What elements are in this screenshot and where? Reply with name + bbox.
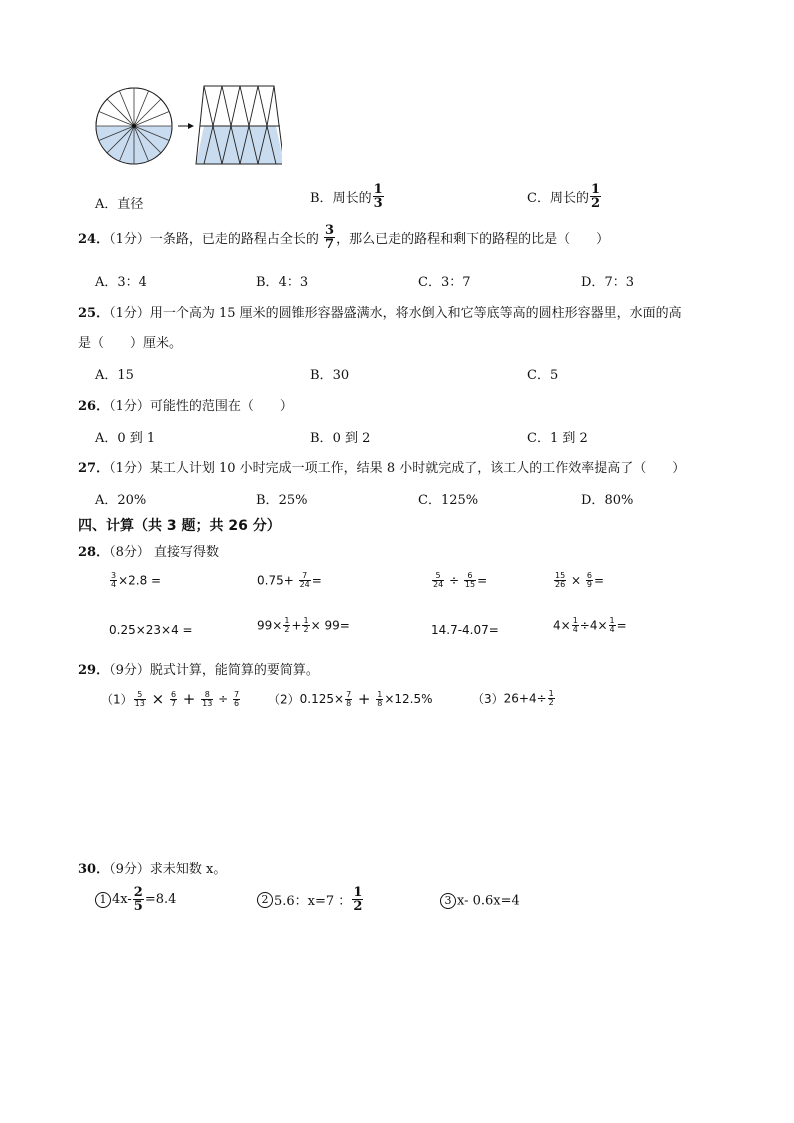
q25-option-c[interactable]: C．5 — [527, 368, 559, 383]
q23-option-b[interactable]: B．周长的 $\frac{1}{3}$ — [310, 182, 383, 211]
q28-item-8: 4× $\frac{1}{4}$ ÷4× $\frac{1}{4}$ = — [553, 616, 627, 634]
q29-stem: 29．（9分）脱式计算，能简算的要简算。 — [78, 663, 319, 678]
q27-stem: 27．（1分）某工人计划 10 小时完成一项工作，结果 8 小时就完成了，该工人的工作效率提高了（ ） — [78, 461, 686, 476]
fraction: $\frac{3}{7}$ — [325, 223, 335, 252]
q26-option-c[interactable]: C．1 到 2 — [527, 431, 588, 446]
q23-option-c[interactable]: C．周长的 $\frac{1}{2}$ — [527, 182, 601, 211]
circled-number: 2 — [257, 892, 273, 908]
circled-number: 1 — [95, 892, 111, 908]
q29-part-3: （3）26+4÷ $\frac{1}{2}$ — [472, 689, 554, 707]
q30-part-2: 2 5.6：x=7 ： $\frac{1}{2}$ — [257, 886, 364, 913]
q28-item-5: 0.25×23×4 = — [109, 623, 193, 637]
q25-option-b[interactable]: B．30 — [310, 368, 350, 383]
q24-option-a[interactable]: A．3：4 — [95, 275, 147, 290]
fraction: $\frac{1}{2}$ — [590, 182, 601, 211]
q28-item-2: 0.75+ $\frac{7}{24}$ = — [257, 571, 322, 589]
q29-part-2: （2）0.125× $\frac{7}{8}$ + $\frac{1}{8}$ ×12.5% — [268, 689, 433, 708]
q30-part-3: 3 x- 0.6x=4 — [440, 893, 520, 909]
q24-stem: 24．（1分）一条路，已走的路程占全长的 $\frac{3}{7}$ ，那么已走的路程和剩下的路程的比是（ ） — [78, 223, 610, 252]
q26-option-b[interactable]: B．0 到 2 — [310, 431, 371, 446]
q25-stem-line2: 是（ ）厘米。 — [78, 336, 183, 351]
q28-item-7: 14.7-4.07= — [431, 623, 499, 637]
q24-option-d[interactable]: D．7：3 — [581, 275, 634, 290]
q24-option-c[interactable]: C．3：7 — [418, 275, 471, 290]
q30-stem: 30．（9分）求未知数 x。 — [78, 862, 227, 877]
q29-part-1: （1） $\frac{5}{13}$ × $\frac{6}{7}$ + $\frac{8}{13}$ ÷ $\frac{7}{6}$ — [101, 689, 240, 708]
fraction: $\frac{1}{3}$ — [373, 182, 383, 211]
rearranged-shape — [196, 86, 282, 164]
section-title: 四、计算（共 3 题；共 26 分） — [78, 518, 281, 534]
q24-option-b[interactable]: B．4：3 — [256, 275, 309, 290]
q28-item-6: 99× $\frac{1}{2}$ + $\frac{1}{2}$ × 99= — [257, 616, 350, 634]
q28-item-4: $\frac{15}{26}$ × $\frac{6}{9}$ = — [555, 571, 605, 589]
circled-number: 3 — [440, 893, 456, 909]
q28-item-1: $\frac{3}{4}$ ×2.8 = — [111, 571, 162, 589]
q27-option-b[interactable]: B．25% — [256, 493, 308, 508]
q26-stem: 26．（1分）可能性的范围在（ ） — [78, 399, 293, 414]
q28-item-3: $\frac{5}{24}$ ÷ $\frac{6}{15}$ = — [433, 571, 488, 589]
circle-to-parallelogram-figure — [92, 84, 282, 168]
q30-part-1: 1 4x- $\frac{2}{5}$ =8.4 — [95, 886, 176, 913]
q28-stem: 28．（8分） 直接写得数 — [78, 545, 220, 560]
q25-option-a[interactable]: A．15 — [95, 368, 134, 383]
arrow-icon — [178, 123, 194, 129]
q26-option-a[interactable]: A．0 到 1 — [95, 431, 156, 446]
q27-option-c[interactable]: C．125% — [418, 493, 479, 508]
q27-option-d[interactable]: D．80% — [581, 493, 634, 508]
q27-option-a[interactable]: A．20% — [95, 493, 147, 508]
q23-option-a[interactable]: A．直径 — [95, 197, 144, 212]
q25-stem-line1: 25．（1分）用一个高为 15 厘米的圆锥形容器盛满水，将水倒入和它等底等高的圆柱形容器里，水面的高 — [78, 306, 682, 321]
